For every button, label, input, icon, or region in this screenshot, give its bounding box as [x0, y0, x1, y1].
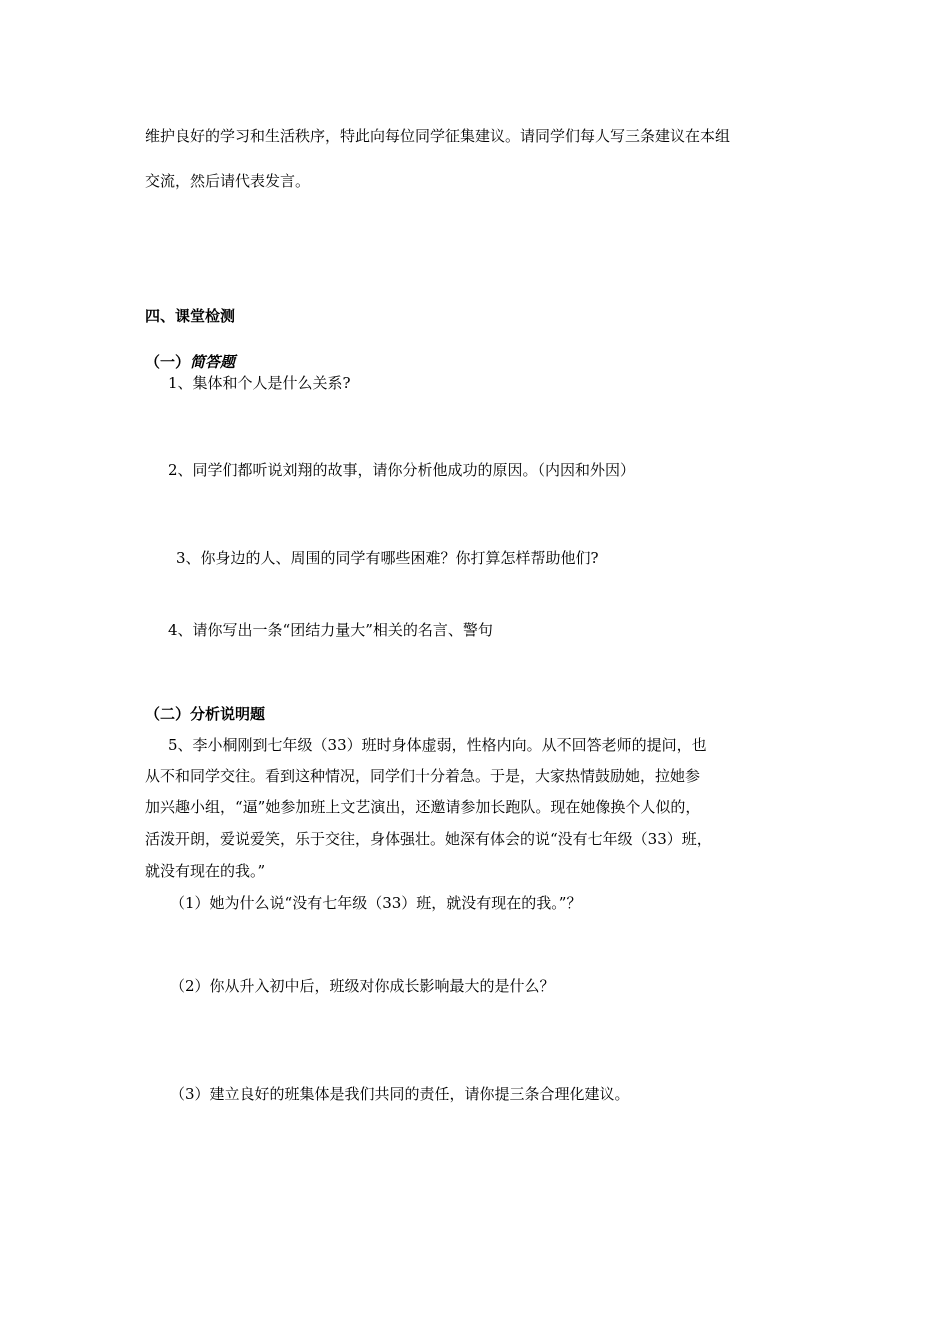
question-4: 4、请你写出一条“团结力量大”相关的名言、警句: [168, 621, 493, 639]
passage-line-3: 加兴趣小组，“逼”她参加班上文艺演出，还邀请参加长跑队。现在她像换个人似的，: [145, 798, 701, 816]
passage-line-2: 从不和同学交往。看到这种情况，同学们十分着急。于是，大家热情鼓励她，拉她参: [145, 767, 701, 785]
question-2: 2、同学们都听说刘翔的故事，请你分析他成功的原因。（内因和外因）: [168, 461, 636, 479]
passage-line-4: 活泼开朗，爱说爱笑，乐于交往，身体强壮。她深有体会的说“没有七年级（33）班，: [145, 830, 712, 848]
part1-heading-number: （一）: [145, 353, 191, 371]
intro-line-1: 维护良好的学习和生活秩序，特此向每位同学征集建议。请同学们每人写三条建议在本组: [145, 127, 731, 145]
question-3: 3、你身边的人、周围的同学有哪些困难？你打算怎样帮助他们?: [176, 549, 599, 567]
sub-question-3: （3）建立良好的班集体是我们共同的责任，请你提三条合理化建议。: [170, 1085, 630, 1103]
part1-heading: [145, 352, 235, 372]
sub-question-2: （2）你从升入初中后，班级对你成长影响最大的是什么？: [170, 977, 555, 995]
question-1: 1、集体和个人是什么关系?: [168, 374, 351, 392]
section-heading-classroom-test: 四、课堂检测: [145, 307, 236, 325]
passage-line-1: 5、李小桐刚到七年级（33）班时身体虚弱，性格内向。从不回答老师的提问，也: [168, 736, 707, 754]
passage-line-5: 就没有现在的我。”: [145, 862, 266, 880]
intro-line-2: 交流，然后请代表发言。: [145, 172, 311, 190]
part1-heading-title: 简答题: [190, 353, 236, 371]
sub-question-1: （1）她为什么说“没有七年级（33）班，就没有现在的我。”？: [170, 894, 582, 912]
part2-heading: （二）分析说明题: [145, 705, 266, 723]
